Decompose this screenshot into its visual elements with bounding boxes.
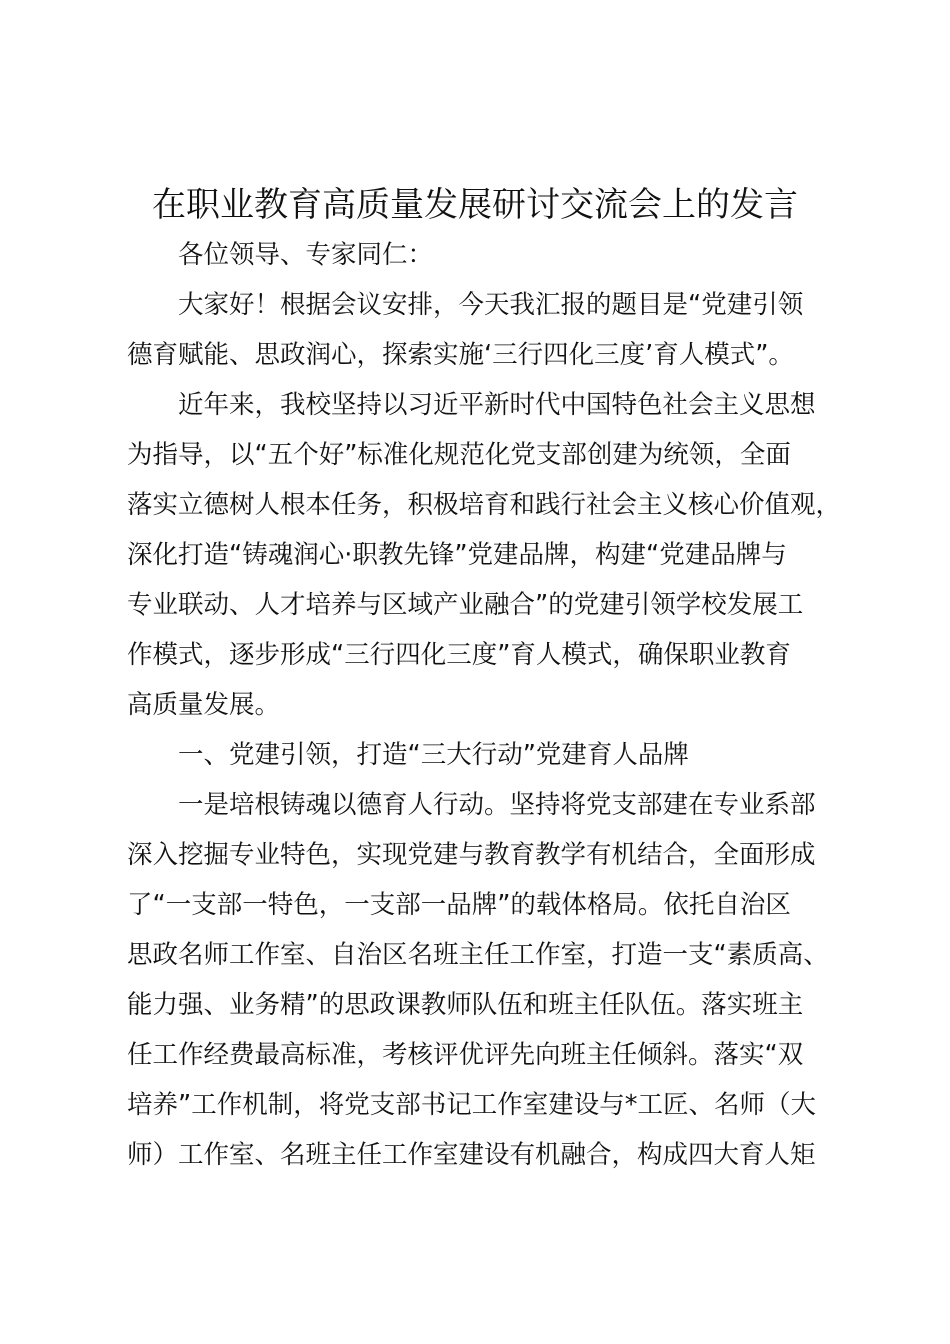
- paragraph-line: 落实立德树人根本任务，积极培育和践行社会主义核心价值观，: [127, 490, 842, 520]
- paragraph-line: 大家好！根据会议安排，今天我汇报的题目是“党建引领: [178, 290, 804, 320]
- paragraph-line: 为指导，以“五个好”标准化规范化党支部创建为统领，全面: [127, 440, 791, 470]
- paragraph-line: 专业联动、人才培养与区域产业融合”的党建引领学校发展工: [127, 590, 804, 620]
- paragraph-line: 高质量发展。: [127, 690, 281, 720]
- paragraph-line: 能力强、业务精”的思政课教师队伍和班主任队伍。落实班主: [127, 990, 804, 1020]
- paragraph-line: 了“一支部一特色，一支部一品牌”的载体格局。依托自治区: [127, 890, 791, 920]
- salutation-line: 各位领导、专家同仁：: [178, 240, 434, 270]
- document-title: 在职业教育高质量发展研讨交流会上的发言: [152, 185, 798, 225]
- paragraph-line: 近年来，我校坚持以习近平新时代中国特色社会主义思想: [178, 390, 816, 420]
- paragraph-line: 培养”工作机制，将党支部书记工作室建设与*工匠、名师（大: [127, 1090, 816, 1120]
- paragraph-line: 德育赋能、思政润心，探索实施‘三行四化三度’育人模式”。: [127, 340, 794, 370]
- paragraph-line: 师）工作室、名班主任工作室建设有机融合，构成四大育人矩: [127, 1140, 816, 1170]
- paragraph-line: 深入挖掘专业特色，实现党建与教育教学有机结合，全面形成: [127, 840, 816, 870]
- paragraph-line: 一是培根铸魂以德育人行动。坚持将党支部建在专业系部: [178, 790, 816, 820]
- paragraph-line: 作模式，逐步形成“三行四化三度”育人模式，确保职业教育: [127, 640, 791, 670]
- section-heading: 一、党建引领，打造“三大行动”党建育人品牌: [178, 740, 689, 770]
- paragraph-line: 任工作经费最高标准，考核评优评先向班主任倾斜。落实“双: [127, 1040, 804, 1070]
- paragraph-line: 思政名师工作室、自治区名班主任工作室，打造一支“素质高、: [127, 940, 829, 970]
- paragraph-line: 深化打造“铸魂润心·职教先锋”党建品牌，构建“党建品牌与: [127, 540, 787, 570]
